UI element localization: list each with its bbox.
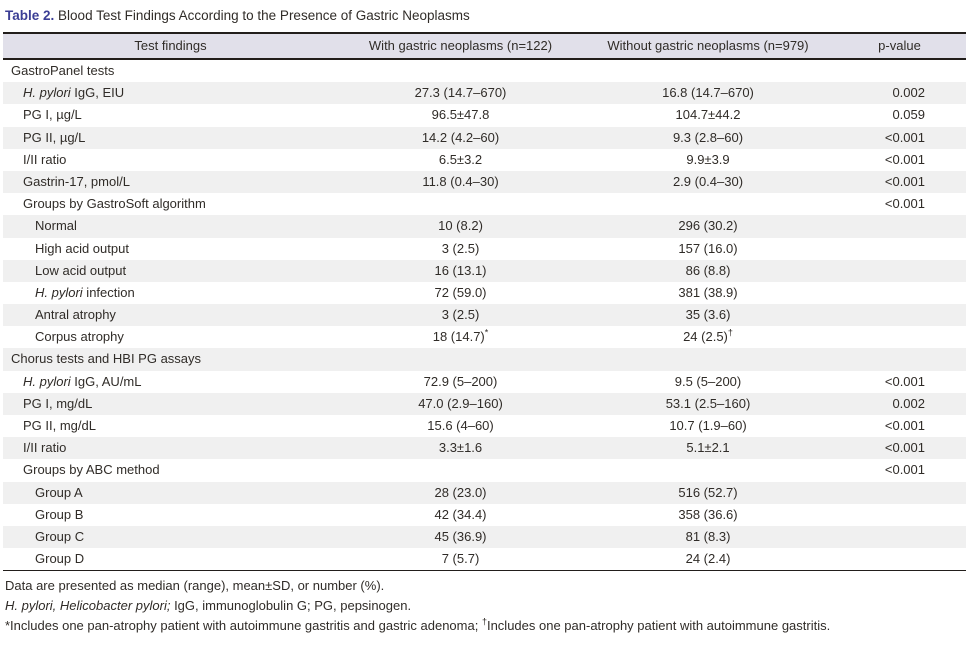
cell-with-neoplasms: [338, 348, 583, 370]
table-row: [3, 104, 966, 126]
row-label: Group B: [35, 506, 84, 522]
cell-p-value: <0.001: [884, 173, 925, 189]
cell-without-neoplasms: 358 (36.6): [678, 506, 738, 522]
cell-with-neoplasms: [338, 193, 583, 215]
table-row: [3, 193, 966, 215]
cell-p-value: [833, 548, 966, 570]
table-row: [3, 326, 966, 348]
row-label: I/II ratio: [23, 440, 67, 456]
table-number-label: Table 2.: [5, 8, 55, 23]
row-label: Normal: [35, 218, 77, 234]
row-label: Corpus atrophy: [35, 329, 124, 345]
table-row: [3, 437, 966, 459]
row-label: H. pylori IgG, AU/mL: [23, 373, 142, 389]
row-label: PG II, mg/dL: [23, 418, 96, 433]
row-label: Low acid output: [35, 262, 127, 278]
dagger-footnote-marker: †: [727, 327, 733, 338]
cell-without-neoplasms: 81 (8.3): [685, 528, 731, 544]
cell-without-neoplasms: 9.5 (5–200): [674, 373, 742, 389]
cell-without-neoplasms: 381 (38.9): [678, 284, 738, 300]
cell-p-value: [833, 282, 966, 304]
cell-with-neoplasms: 28 (23.0): [434, 484, 487, 500]
cell-p-value: [833, 238, 966, 260]
cell-without-neoplasms: 86 (8.8): [685, 262, 731, 278]
footnote-symbols: *Includes one pan-atrophy patient with autoimmune gastritis and gastric adenoma; †Includes one pan-atrophy patient with autoimmune gastritis.: [5, 616, 831, 634]
row-label: Group C: [35, 528, 85, 544]
cell-p-value: [833, 60, 966, 82]
cell-with-neoplasms: [338, 60, 583, 82]
cell-p-value: [833, 326, 966, 348]
cell-with-neoplasms: 96.5±47.8: [431, 107, 490, 123]
cell-p-value: 0.002: [892, 395, 925, 411]
cell-with-neoplasms: 14.2 (4.2–60): [421, 129, 500, 145]
cell-with-neoplasms: 27.3 (14.7–670): [414, 85, 507, 101]
table-row: [3, 504, 966, 526]
table-title: [5, 7, 966, 24]
cell-with-neoplasms: 72 (59.0): [434, 284, 487, 300]
cell-p-value: [833, 526, 966, 548]
table-row: [3, 82, 966, 104]
cell-with-neoplasms: 47.0 (2.9–160): [418, 395, 503, 411]
row-label: Chorus tests and HBI PG assays: [11, 351, 202, 367]
table-row: [3, 526, 966, 548]
row-label: Gastrin-17, pmol/L: [23, 173, 130, 189]
table-row: [3, 149, 966, 171]
row-label: PG I, mg/dL: [23, 395, 93, 411]
cell-p-value: [833, 260, 966, 282]
row-label: Group D: [35, 551, 85, 567]
cell-without-neoplasms: 9.9±3.9: [686, 151, 730, 167]
cell-without-neoplasms: 16.8 (14.7–670): [662, 85, 754, 101]
cell-with-neoplasms: 16 (13.1): [434, 262, 487, 278]
cell-p-value: 0.059: [892, 107, 925, 123]
row-label: H. pylori infection: [35, 284, 135, 300]
cell-with-neoplasms: 3 (2.5): [441, 240, 480, 256]
table-row: [3, 282, 966, 304]
cell-without-neoplasms: 296 (30.2): [678, 218, 738, 234]
cell-with-neoplasms: 3.3±1.6: [438, 440, 483, 456]
table-body: [3, 60, 966, 571]
table-row: [3, 393, 966, 415]
table-row: [3, 260, 966, 282]
row-label: I/II ratio: [23, 151, 67, 167]
table-row: [3, 238, 966, 260]
cell-p-value: <0.001: [884, 151, 925, 167]
cell-p-value: [833, 482, 966, 504]
cell-with-neoplasms: 18 (14.7)*: [432, 327, 489, 345]
cell-p-value: [833, 304, 966, 326]
row-label: Group A: [35, 484, 83, 500]
cell-with-neoplasms: 11.8 (0.4–30): [422, 173, 499, 189]
cell-without-neoplasms: [583, 60, 833, 82]
cell-with-neoplasms: 42 (34.4): [434, 506, 487, 522]
table-row: [3, 548, 966, 570]
cell-with-neoplasms: [338, 459, 583, 481]
column-header-without-neoplasms: Without gastric neoplasms (n=979): [607, 38, 809, 53]
column-header-test-findings: Test findings: [134, 38, 207, 53]
cell-p-value: [833, 215, 966, 237]
table-row: [3, 127, 966, 149]
footnote-abbreviations: H. pylori, Helicobacter pylori; IgG, immunoglobulin G; PG, pepsinogen.: [5, 598, 412, 614]
cell-with-neoplasms: 7 (5.7): [441, 551, 480, 567]
cell-without-neoplasms: 157 (16.0): [678, 240, 738, 256]
column-header-with-neoplasms: With gastric neoplasms (n=122): [368, 38, 553, 53]
cell-without-neoplasms: 35 (3.6): [685, 307, 731, 323]
data-table: [3, 32, 966, 571]
row-label: H. pylori IgG, EIU: [23, 85, 125, 101]
asterisk-footnote-marker: *: [484, 327, 489, 338]
cell-p-value: [833, 504, 966, 526]
row-label: High acid output: [35, 240, 129, 256]
cell-with-neoplasms: 3 (2.5): [441, 307, 480, 323]
table-row: [3, 348, 966, 370]
cell-without-neoplasms: 24 (2.4): [685, 551, 731, 567]
cell-p-value: <0.001: [884, 129, 925, 145]
row-label: Groups by GastroSoft algorithm: [23, 196, 206, 212]
cell-without-neoplasms: 53.1 (2.5–160): [665, 395, 751, 411]
row-label: Groups by ABC method: [23, 462, 160, 478]
table-title-text: Blood Test Findings According to the Presence of Gastric Neoplasms: [58, 8, 470, 23]
table-row: [3, 415, 966, 437]
cell-p-value: 0.002: [892, 85, 925, 101]
cell-without-neoplasms: 104.7±44.2: [675, 107, 741, 123]
cell-without-neoplasms: 2.9 (0.4–30): [672, 173, 744, 189]
cell-without-neoplasms: 5.1±2.1: [686, 440, 730, 456]
footnote-data-presentation: Data are presented as median (range), mean±SD, or number (%).: [5, 578, 385, 594]
table-row: [3, 482, 966, 504]
table-row: [3, 215, 966, 237]
cell-with-neoplasms: 72.9 (5–200): [423, 373, 498, 389]
cell-with-neoplasms: 10 (8.2): [438, 218, 483, 234]
table-row: [3, 371, 966, 393]
cell-with-neoplasms: 6.5±3.2: [438, 151, 483, 167]
cell-without-neoplasms: [583, 193, 833, 215]
cell-p-value: <0.001: [884, 196, 925, 212]
cell-without-neoplasms: 24 (2.5)†: [683, 327, 733, 345]
cell-p-value: <0.001: [884, 440, 925, 456]
cell-without-neoplasms: [583, 348, 833, 370]
cell-p-value: <0.001: [884, 462, 925, 478]
column-header-p-value: p-value: [878, 38, 921, 53]
footnotes: [5, 576, 966, 636]
cell-p-value: <0.001: [884, 373, 925, 389]
cell-with-neoplasms: 45 (36.9): [434, 528, 487, 544]
cell-p-value: [833, 348, 966, 370]
table-row: [3, 304, 966, 326]
table-row: [3, 171, 966, 193]
cell-without-neoplasms: 10.7 (1.9–60): [669, 418, 747, 433]
cell-without-neoplasms: 9.3 (2.8–60): [672, 129, 744, 145]
row-label: PG II, µg/L: [23, 129, 86, 145]
row-label: PG I, µg/L: [23, 107, 82, 123]
row-label: GastroPanel tests: [11, 63, 115, 78]
row-label: Antral atrophy: [35, 307, 116, 323]
cell-with-neoplasms: 15.6 (4–60): [427, 418, 494, 433]
cell-p-value: <0.001: [884, 418, 925, 433]
table-header-row: [3, 32, 966, 60]
table-row: [3, 459, 966, 481]
dagger-footnote-marker: †: [481, 616, 487, 627]
cell-without-neoplasms: 516 (52.7): [678, 484, 738, 500]
cell-without-neoplasms: [583, 459, 833, 481]
table-row: [3, 60, 966, 82]
